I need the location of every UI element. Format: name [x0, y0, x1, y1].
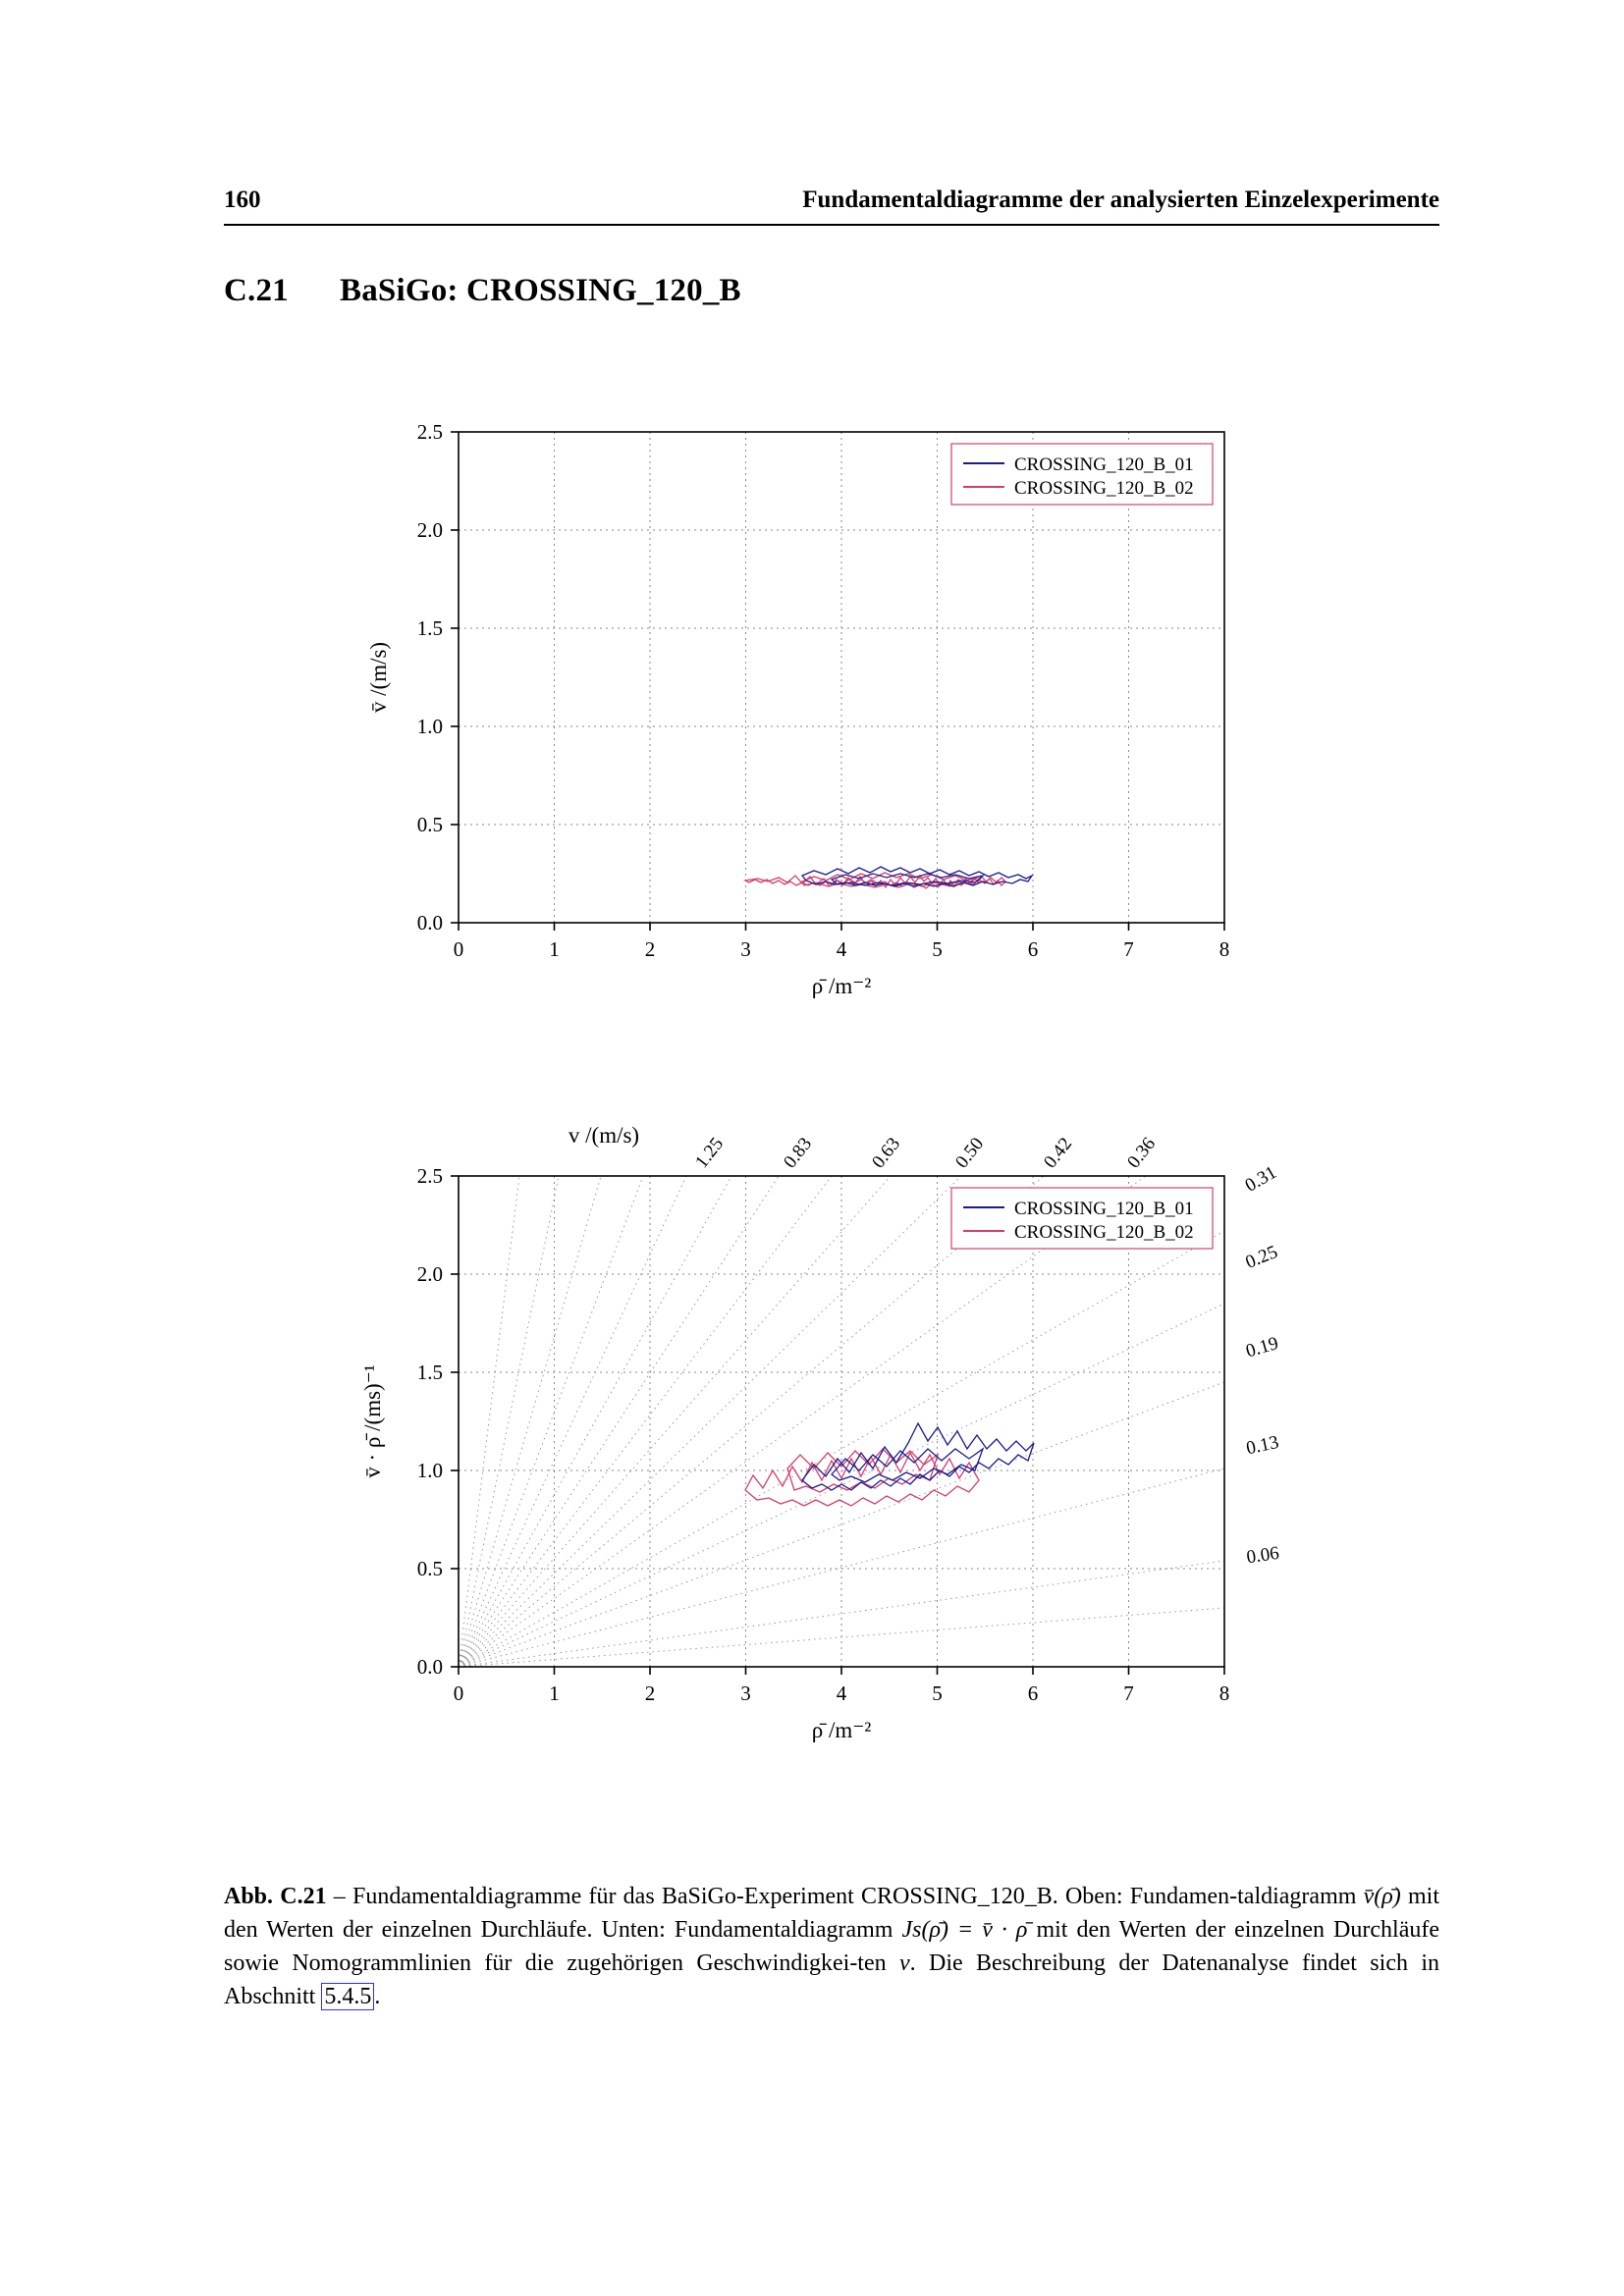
section-number: C.21 [224, 273, 289, 308]
top-ytick-4: 2.0 [416, 518, 443, 542]
top-ytick-3: 1.5 [416, 616, 443, 640]
top-xtick-4: 4 [836, 937, 847, 961]
top-xtick-7: 7 [1123, 937, 1134, 961]
top-x-axis [454, 923, 1230, 961]
bottom-xtick-0: 0 [453, 1682, 464, 1705]
caption-text-5: . [374, 1984, 381, 2010]
running-head [224, 187, 1439, 214]
nomo-right-3: 0.19 [1243, 1333, 1281, 1362]
nomo-top-2: 0.83 [780, 1134, 817, 1173]
bottom-xtick-5: 5 [932, 1682, 943, 1705]
nomo-top-5: 0.42 [1040, 1134, 1077, 1173]
top-xtick-0: 0 [453, 937, 464, 961]
bottom-ytick-2: 1.0 [416, 1459, 443, 1482]
top-plot-grid [459, 432, 1224, 923]
nomo-top-3: 0.63 [868, 1134, 905, 1173]
nomo-right-2: 0.25 [1242, 1241, 1281, 1273]
bottom-series-2-path [745, 1453, 979, 1506]
caption-formula-2: Js(ρ̄) = v̄ · ρ̄ [901, 1917, 1028, 1944]
nomo-right-4: 0.13 [1244, 1431, 1281, 1460]
nomo-right-1: 0.31 [1241, 1161, 1280, 1197]
bottom-top-axis-label: v /(m/s) [568, 1123, 640, 1148]
caption-formula-1: v̄(ρ̄) [1363, 1884, 1401, 1909]
bottom-xtick-2: 2 [644, 1682, 656, 1705]
top-xtick-2: 2 [644, 937, 656, 961]
top-ytick-2: 1.0 [416, 715, 443, 738]
caption-dash: – [326, 1884, 352, 1909]
top-ytick-1: 0.5 [416, 813, 443, 836]
top-y-axis [417, 420, 459, 934]
top-ytick-5: 2.5 [416, 420, 443, 444]
bottom-ytick-0: 0.0 [416, 1655, 443, 1679]
top-fundamental-diagram [341, 393, 1323, 1001]
top-legend-label-2: CROSSING_120_B_02 [1014, 478, 1194, 499]
bottom-plot-frame [459, 1176, 1224, 1667]
bottom-legend [951, 1188, 1213, 1249]
bottom-legend-label-1: CROSSING_120_B_01 [1014, 1199, 1194, 1219]
running-head-title: Fundamentaldiagramme der analysierten Einzelexperimente [802, 187, 1439, 213]
bottom-ytick-4: 2.0 [416, 1262, 443, 1286]
top-legend-label-1: CROSSING_120_B_01 [1014, 454, 1194, 475]
bottom-xtick-4: 4 [836, 1682, 847, 1705]
top-xtick-1: 1 [549, 937, 560, 961]
caption-formula-3: v [898, 1950, 910, 1977]
caption-text-4: . Die Beschreibung der Datenanalyse findet sich in Abschnitt [224, 1950, 1439, 2010]
nomo-top-4: 0.50 [951, 1134, 989, 1173]
bottom-x-axis [454, 1667, 1230, 1705]
section-title: BaSiGo: CROSSING_120_B [340, 273, 741, 308]
top-ytick-0: 0.0 [416, 911, 443, 934]
nomo-top-1: 1.25 [691, 1134, 729, 1173]
page-number: 160 [224, 187, 261, 213]
top-xtick-5: 5 [932, 937, 943, 961]
top-xtick-3: 3 [740, 937, 751, 961]
bottom-xtick-6: 6 [1027, 1682, 1039, 1705]
bottom-x-axis-label: ρ̄ /m⁻² [811, 1718, 872, 1742]
bottom-y-axis-label: v̄ · ρ̄ /(ms)⁻¹ [360, 1364, 385, 1478]
top-xtick-8: 8 [1218, 937, 1230, 961]
section-heading [224, 273, 741, 309]
top-legend [951, 444, 1213, 505]
nomogram-lines [459, 1176, 1224, 1667]
header-rule [224, 224, 1439, 226]
nomogram-top-labels [691, 1134, 1160, 1172]
bottom-legend-label-2: CROSSING_120_B_02 [1014, 1222, 1194, 1243]
bottom-plot-grid [459, 1176, 1224, 1667]
bottom-xtick-8: 8 [1218, 1682, 1230, 1705]
bottom-xtick-7: 7 [1123, 1682, 1134, 1705]
caption-text-2: mit den Werten der einzelnen Durchläufe. Unten: Fundamentaldiagramm [224, 1884, 1439, 1944]
top-x-axis-label: ρ̄ /m⁻² [811, 974, 872, 998]
bottom-xtick-3: 3 [740, 1682, 751, 1705]
top-plot-frame [459, 432, 1224, 923]
bottom-y-axis [417, 1164, 459, 1679]
bottom-fundamental-diagram [341, 1058, 1323, 1745]
nomo-top-6: 0.36 [1123, 1134, 1161, 1173]
bottom-xtick-1: 1 [549, 1682, 560, 1705]
bottom-ytick-5: 2.5 [416, 1164, 443, 1188]
caption-cross-reference[interactable]: 5.4.5 [321, 1983, 374, 2010]
bottom-series-1-path [802, 1423, 1034, 1490]
bottom-ytick-3: 1.5 [416, 1361, 443, 1384]
nomo-right-5: 0.06 [1245, 1542, 1281, 1569]
top-y-axis-label: v̄ /(m/s) [366, 641, 391, 714]
top-xtick-6: 6 [1027, 937, 1039, 961]
figure-caption [224, 1880, 1439, 2013]
figure-area [224, 393, 1439, 1745]
caption-text-1: Fundamentaldiagramme für das BaSiGo-Experiment CROSSING_120_B. Oben: Fundamen-taldiagramm [352, 1884, 1364, 1909]
caption-label: Abb. C.21 [224, 1884, 327, 1909]
nomogram-right-labels [1242, 1162, 1281, 1568]
bottom-ytick-1: 0.5 [416, 1557, 443, 1580]
caption-text-3: mit den Werten der einzelnen Durchläufe sowie Nomogrammlinien für die zugehörigen Geschwindigkei-ten [224, 1917, 1439, 1977]
